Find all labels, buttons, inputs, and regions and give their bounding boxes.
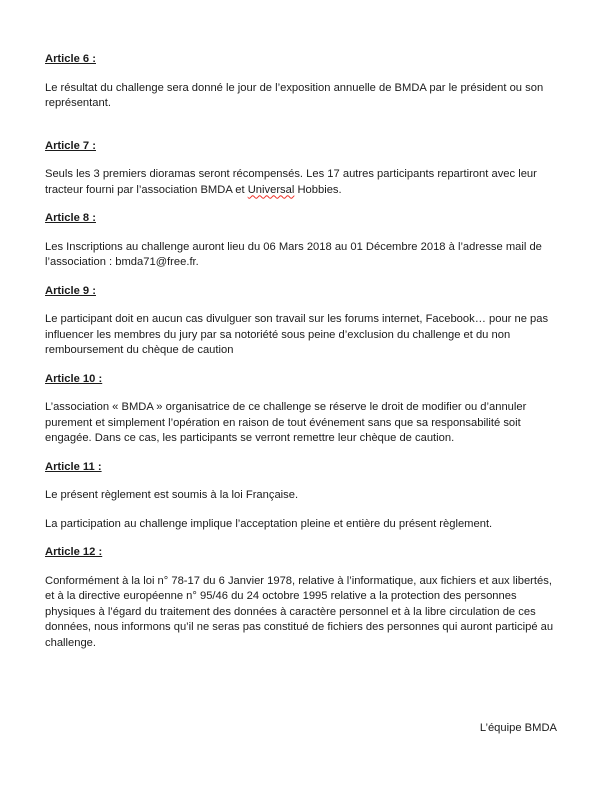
article-heading: Article 6 : bbox=[45, 53, 96, 65]
article-paragraph bbox=[45, 81, 557, 112]
article-heading: Article 7 : bbox=[45, 139, 96, 152]
article-section bbox=[45, 460, 557, 533]
text-segment: Le résultat du challenge sera donné le jour de l’exposition annuelle de BMDA par le président ou son représentant. bbox=[45, 81, 544, 109]
article-section bbox=[45, 284, 557, 359]
text-segment: La participation au challenge implique l’acceptation pleine et entière du présent règlement. bbox=[45, 517, 493, 530]
article-section bbox=[45, 545, 557, 651]
article-paragraph bbox=[45, 574, 557, 652]
article-paragraph bbox=[45, 517, 557, 533]
text-segment: Les Inscriptions au challenge auront lieu du 06 Mars 2018 au 01 Décembre 2018 à l’adresse mail de l’association : bmda71@free.fr. bbox=[45, 240, 542, 268]
signature: L’équipe BMDA bbox=[479, 722, 557, 734]
article-paragraph bbox=[45, 240, 557, 271]
article-heading: Article 11 : bbox=[45, 460, 102, 473]
article-heading: Article 10 : bbox=[45, 372, 103, 385]
article-heading: Article 12 : bbox=[45, 546, 103, 558]
article-section bbox=[45, 211, 557, 271]
article-paragraph bbox=[45, 312, 557, 359]
document-body bbox=[45, 52, 557, 651]
text-segment: Le présent règlement est soumis à la loi Française. bbox=[45, 489, 299, 501]
misspelled-word: Universal bbox=[247, 183, 295, 196]
article-heading: Article 8 : bbox=[45, 212, 96, 224]
article-section bbox=[45, 139, 557, 199]
article-section bbox=[45, 372, 557, 447]
article-paragraph bbox=[45, 400, 557, 447]
text-segment: Le participant doit en aucun cas divulguer son travail sur les forums internet, Facebook… pour ne pas influencer les membres du jury par sa notoriété sous peine d’exclusion du challenge et du non remboursement du chèque de caution bbox=[45, 313, 549, 356]
article-paragraph bbox=[45, 167, 557, 198]
text-segment: Hobbies. bbox=[294, 183, 342, 196]
text-segment: Seuls les 3 premiers dioramas seront récompensés. Les 17 autres participants repartiront avec leur tracteur fourni par l’association BMDA et bbox=[45, 168, 537, 196]
text-segment: L’association « BMDA » organisatrice de ce challenge se réserve le droit de modifier ou d’annuler purement et simplement l’opération en raison de tout événement sans que sa responsabilité soit engagée. Dans ce cas, les participants se verront remettre leur chèque de caution. bbox=[45, 401, 527, 444]
article-paragraph bbox=[45, 488, 557, 504]
article-heading: Article 9 : bbox=[45, 284, 96, 297]
article-section bbox=[45, 52, 557, 112]
text-segment: Conformément à la loi n° 78-17 du 6 Janvier 1978, relative à l’informatique, aux fichiers et aux libertés, et à la directive européenne n° 95/46 du 24 octobre 1995 relative a la protection des personnes physiques à l’égard du traitement des données à caractère personnel et à la libre circulation de ces données, nous informons qu’il ne seras pas constitué de fichiers des personnes qui auront participé au challenge. bbox=[45, 574, 554, 649]
